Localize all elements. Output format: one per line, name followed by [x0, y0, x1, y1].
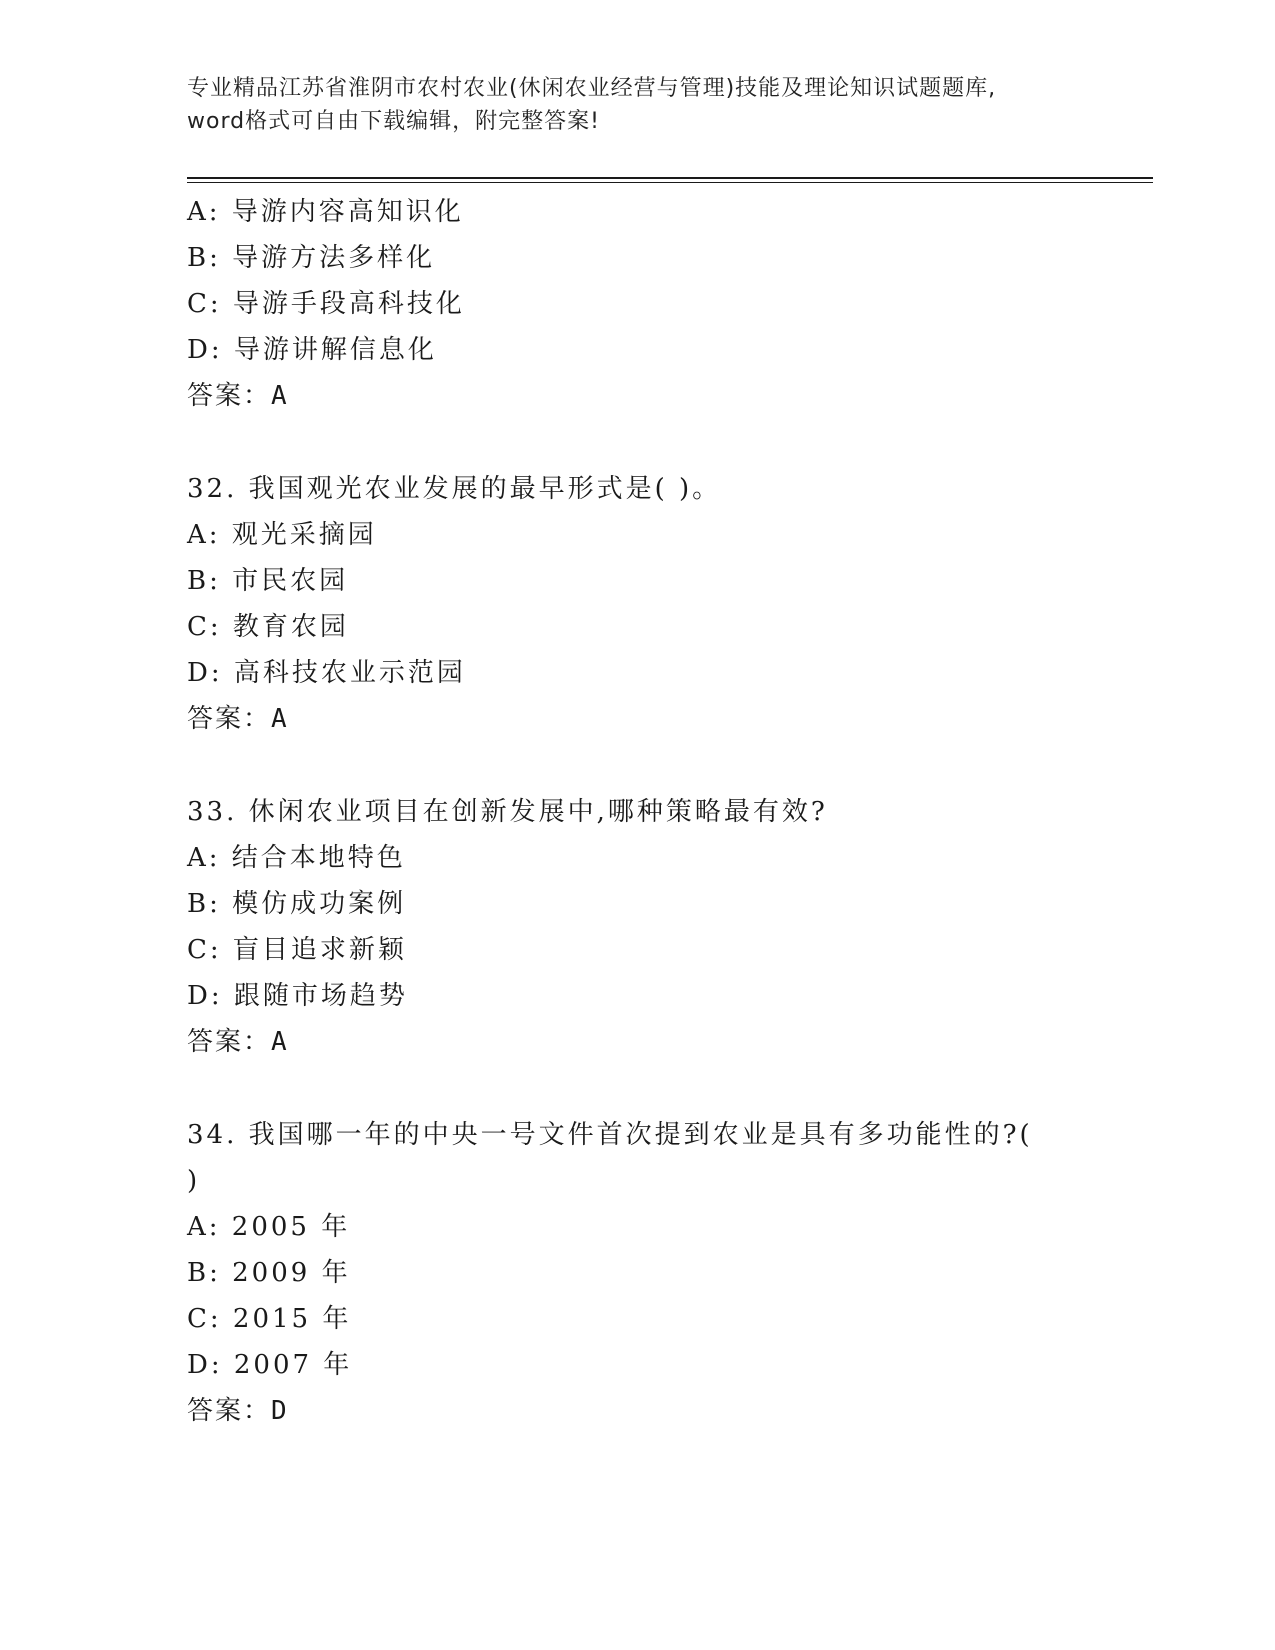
option-b: B: 2009 年 [187, 1258, 351, 1288]
option-d: D: 导游讲解信息化 [187, 335, 437, 365]
answer-label: 答案： [187, 704, 272, 734]
option-d: D: 2007 年 [187, 1350, 353, 1380]
question-block-33 [187, 789, 1147, 1065]
answer-line [187, 1388, 1147, 1434]
answer-value: A [271, 381, 289, 411]
question-text-continued: ) [187, 1166, 201, 1196]
document-header [187, 72, 1087, 138]
header-line-2: word格式可自由下载编辑，附完整答案! [187, 109, 600, 134]
answer-line [187, 373, 1147, 419]
option-a: A: 观光采摘园 [187, 520, 377, 550]
answer-label: 答案： [187, 381, 272, 411]
option-a: A: 导游内容高知识化 [187, 197, 464, 227]
block-spacer [187, 742, 1147, 789]
question-text: 33. 休闲农业项目在创新发展中,哪种策略最有效? [187, 797, 828, 827]
header-divider-thick [187, 177, 1153, 179]
option-a: A: 2005 年 [187, 1212, 351, 1242]
answer-line [187, 696, 1147, 742]
answer-value: A [271, 704, 289, 734]
answer-label: 答案： [187, 1027, 272, 1057]
option-b: B: 模仿成功案例 [187, 889, 407, 919]
option-c: C: 2015 年 [187, 1304, 352, 1334]
question-block-31 [187, 189, 1147, 419]
answer-label: 答案： [187, 1396, 272, 1426]
answer-value: D [271, 1396, 289, 1426]
block-spacer [187, 1065, 1147, 1112]
question-list [187, 189, 1147, 1434]
option-c: C: 盲目追求新颖 [187, 935, 407, 965]
question-block-32 [187, 466, 1147, 742]
option-c: C: 教育农园 [187, 612, 349, 642]
answer-line [187, 1019, 1147, 1065]
option-a: A: 结合本地特色 [187, 843, 406, 873]
option-b: B: 市民农园 [187, 566, 349, 596]
question-block-34 [187, 1112, 1147, 1434]
block-spacer [187, 419, 1147, 466]
option-d: D: 高科技农业示范园 [187, 658, 466, 688]
question-text: 34. 我国哪一年的中央一号文件首次提到农业是具有多功能性的?( [187, 1120, 1033, 1150]
header-line-1: 专业精品江苏省淮阴市农村农业(休闲农业经营与管理)技能及理论知识试题题库, [187, 76, 997, 101]
answer-value: A [271, 1027, 289, 1057]
option-d: D: 跟随市场趋势 [187, 981, 408, 1011]
option-c: C: 导游手段高科技化 [187, 289, 465, 319]
option-b: B: 导游方法多样化 [187, 243, 436, 273]
header-divider-thin [187, 182, 1153, 183]
question-text: 32. 我国观光农业发展的最早形式是( )。 [187, 474, 722, 504]
